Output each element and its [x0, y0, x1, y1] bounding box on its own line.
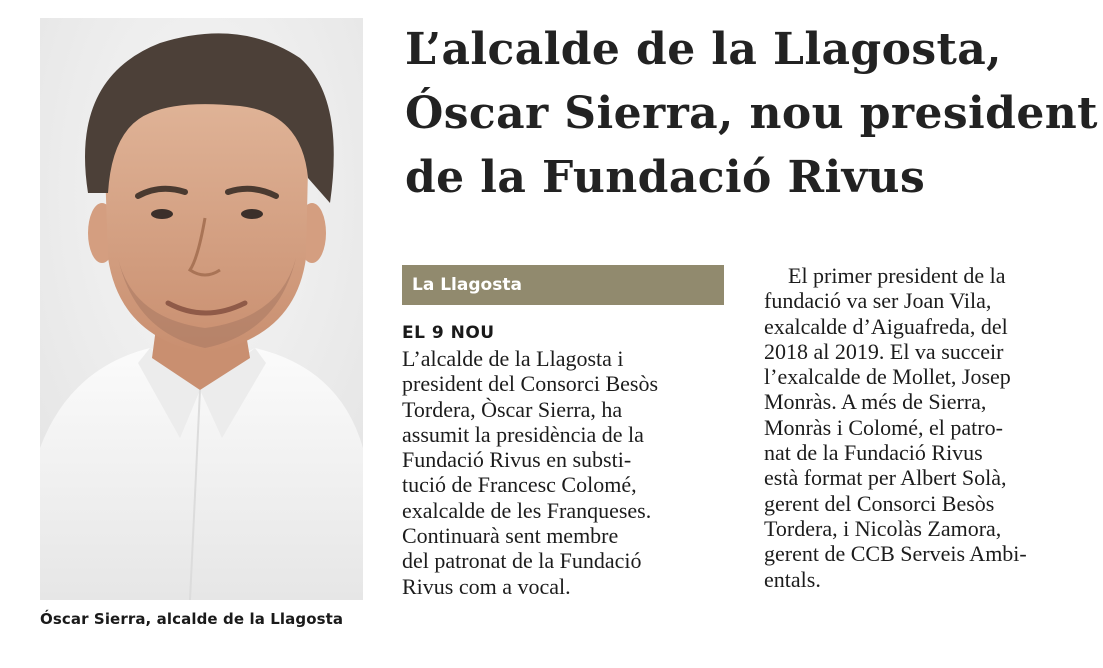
body-line: assumit la presidència de la — [402, 421, 644, 447]
photo-caption: Óscar Sierra, alcalde de la Llagosta — [40, 610, 344, 628]
body-line: Rivus com a vocal. — [402, 573, 571, 599]
article-headline — [405, 18, 1098, 210]
body-line: 2018 al 2019. El va succeir — [764, 338, 1004, 364]
body-line: està format per Albert Solà, — [764, 465, 1007, 491]
body-line: Tordera, Òscar Sierra, ha — [402, 396, 623, 422]
body-line: l’exalcalde de Mollet, Josep — [764, 364, 1011, 390]
body-line: gerent de CCB Serveis Ambi- — [764, 541, 1027, 567]
locality-banner: La Llagosta — [402, 265, 724, 305]
body-line: Fundació Rivus en substi- — [402, 447, 632, 473]
body-line: exalcalde d’Aiguafreda, del — [764, 313, 1008, 339]
body-line: Monràs i Colomé, el patro- — [764, 414, 1003, 440]
body-line: tució de Francesc Colomé, — [402, 472, 637, 498]
headline-line: L’alcalde de la Llagosta, — [405, 24, 1002, 75]
headline-line: de la Fundació Rivus — [405, 152, 926, 203]
portrait-photo — [40, 18, 363, 600]
body-line: entals. — [764, 566, 821, 592]
article-column-1 — [402, 346, 732, 599]
body-line: exalcalde de les Franqueses. — [402, 497, 652, 523]
body-line: El primer president de la — [788, 263, 1006, 288]
body-line: Tordera, i Nicolàs Zamora, — [764, 515, 1002, 541]
body-line: Continuarà sent membre — [402, 523, 619, 549]
body-line: L’alcalde de la Llagosta i — [402, 346, 624, 371]
portrait-illustration — [40, 18, 363, 600]
article-column-2 — [764, 263, 1099, 592]
body-line: president del Consorci Besòs — [402, 371, 659, 397]
body-line: gerent del Consorci Besòs — [764, 490, 995, 516]
body-line: nat de la Fundació Rivus — [764, 440, 983, 466]
body-line: del patronat de la Fundació — [402, 548, 642, 574]
body-line: Monràs. A més de Sierra, — [764, 389, 987, 415]
byline: EL 9 NOU — [402, 323, 495, 343]
headline-line: Óscar Sierra, nou president — [405, 88, 1098, 139]
body-line: fundació va ser Joan Vila, — [764, 288, 992, 314]
